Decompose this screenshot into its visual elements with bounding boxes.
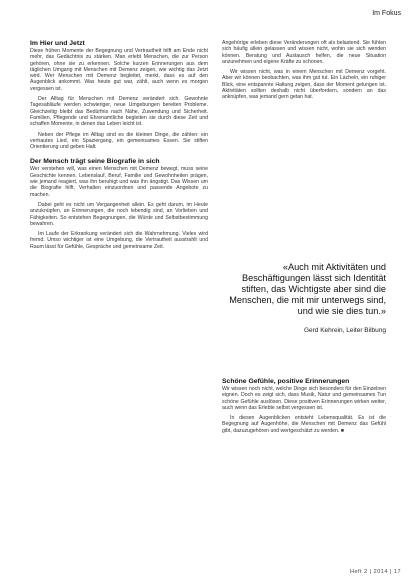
body-paragraph: Neben der Pflege im Alltag sind es die kleinen Dinge, die zählen: ein vertrautes Lied, ein Spaziergang, ein gemeinsames Essen. Sie stiften Orientierung und geben Halt. bbox=[30, 131, 208, 151]
body-paragraph: In diesen Augenblicken entsteht Lebensqualität. Es ist die Begegnung auf Augenhöhe, die Menschen mit Demenz das Gefühl gibt, dazuzugehören und wertgeschätzt zu werden. ■ bbox=[222, 415, 386, 434]
body-paragraph: Dabei geht es nicht um Vergangenheit allein. Es geht darum, im Heute anzuknüpfen, an Erinnerungen, die noch lebendig sind, an Vorlieben und Fähigkeiten. So entstehen Begegnungen, die Würde und Selbstbestimmung bewahren. bbox=[30, 201, 208, 227]
body-paragraph: Im Laufe der Erkrankung verändert sich die Wahrnehmung. Vieles wird fremd. Umso wichtiger ist eine Umgebung, die Vertrautheit ausstrahlt und Raum lässt für Gefühle, Gespräche und gemeinsame Zeit. bbox=[30, 231, 208, 250]
section-heading: Schöne Gefühle, positive Erinnerungen bbox=[222, 378, 350, 385]
body-paragraph: Der Alltag für Menschen mit Demenz verändert sich. Gewohnte Tagesabläufe werden schwieriger, neue Umgebungen bereiten Probleme. Gleichzeitig bleibt das Bedürfnis nach Nähe, Zuwendung und Sicherheit. Familien, Pflegende und Ehrenamtliche begleiten sie durch diese Zeit und schaffen Momente, in denen das Leben leicht ist. bbox=[30, 96, 208, 128]
section-header: Im Fokus bbox=[372, 10, 401, 17]
section-heading: Der Mensch trägt seine Biografie in sich bbox=[30, 158, 160, 166]
quote-text: «Auch mit Aktivitäten und Beschäftigungen lässt sich Identität stiften, das Wichtigste aber sind die Menschen, die mit mir unterwegs sind, und wie sie dies tun.» bbox=[229, 262, 386, 316]
section-heading: Im Hier und Jetzt bbox=[30, 40, 85, 47]
pull-quote bbox=[222, 262, 386, 334]
left-column bbox=[30, 40, 208, 254]
body-paragraph: Angehörige erleben diese Veränderungen oft als belastend. Sie fühlen sich häufig allein gelassen und wissen nicht, wohin sie sich wenden können. Beratung und Austausch helfen, die neue Situation anzunehmen und eigene Kräfte zu schonen. bbox=[222, 40, 386, 65]
quote-attribution: Gerd Kehrein, Leiter Bilbung bbox=[303, 327, 386, 334]
right-column bbox=[222, 40, 386, 105]
body-paragraph: Wir wissen nicht, was in einem Menschen mit Demenz vorgeht. Aber wir können beobachten, was ihm gut tut. Ein Lächeln, ein ruhiger Blick, eine entspannte Haltung zeigen, dass der Moment gelungen ist. Aktivitäten sollten deshalb nicht überfordern, sondern an das anknüpfen, was jemand gern getan hat. bbox=[222, 69, 386, 101]
body-paragraph: Wer verstehen will, was einen Menschen mit Demenz bewegt, muss seine Geschichte kennen. Lebenslauf, Beruf, Familie und Gewohnheiten prägen, wie jemand reagiert, was ihn beruhigt und was ihn ängstigt. Das Wissen um die Biografie hilft, Verhalten einzuordnen und passende Angebote zu machen. bbox=[30, 166, 208, 198]
body-paragraph: Diese frühen Momente der Begegnung und Vertrautheit hilft am Ende nicht mehr, das Gedächtnis zu stärken. Man erlebt Menschen, die zur Person gehören, ohne sie zu erkennen. Solche kurzen Erinnerungen aus dem täglichen Umgang mit Menschen mit Demenz zeigen, wie wichtig das Jetzt wird. Wer Menschen mit Demenz begleitet, merkt, dass es auf den Augenblick ankommt. Was heute gut war, zählt, auch wenn es morgen vergessen ist. bbox=[30, 48, 208, 92]
body-paragraph: Wir wissen noch nicht, welche Dinge sich besonders für den Einzelnen eignen. Doch es zeigt sich, dass Musik, Natur und gemeinsames Tun schöne Gefühle auslösen. Diese positiven Erinnerungen wirken weiter, auch wenn das Erlebte selbst vergessen ist. bbox=[222, 386, 386, 411]
right-column-bottom bbox=[222, 378, 386, 438]
page-footer: Heft 2 | 2014 | 17 bbox=[350, 569, 401, 575]
